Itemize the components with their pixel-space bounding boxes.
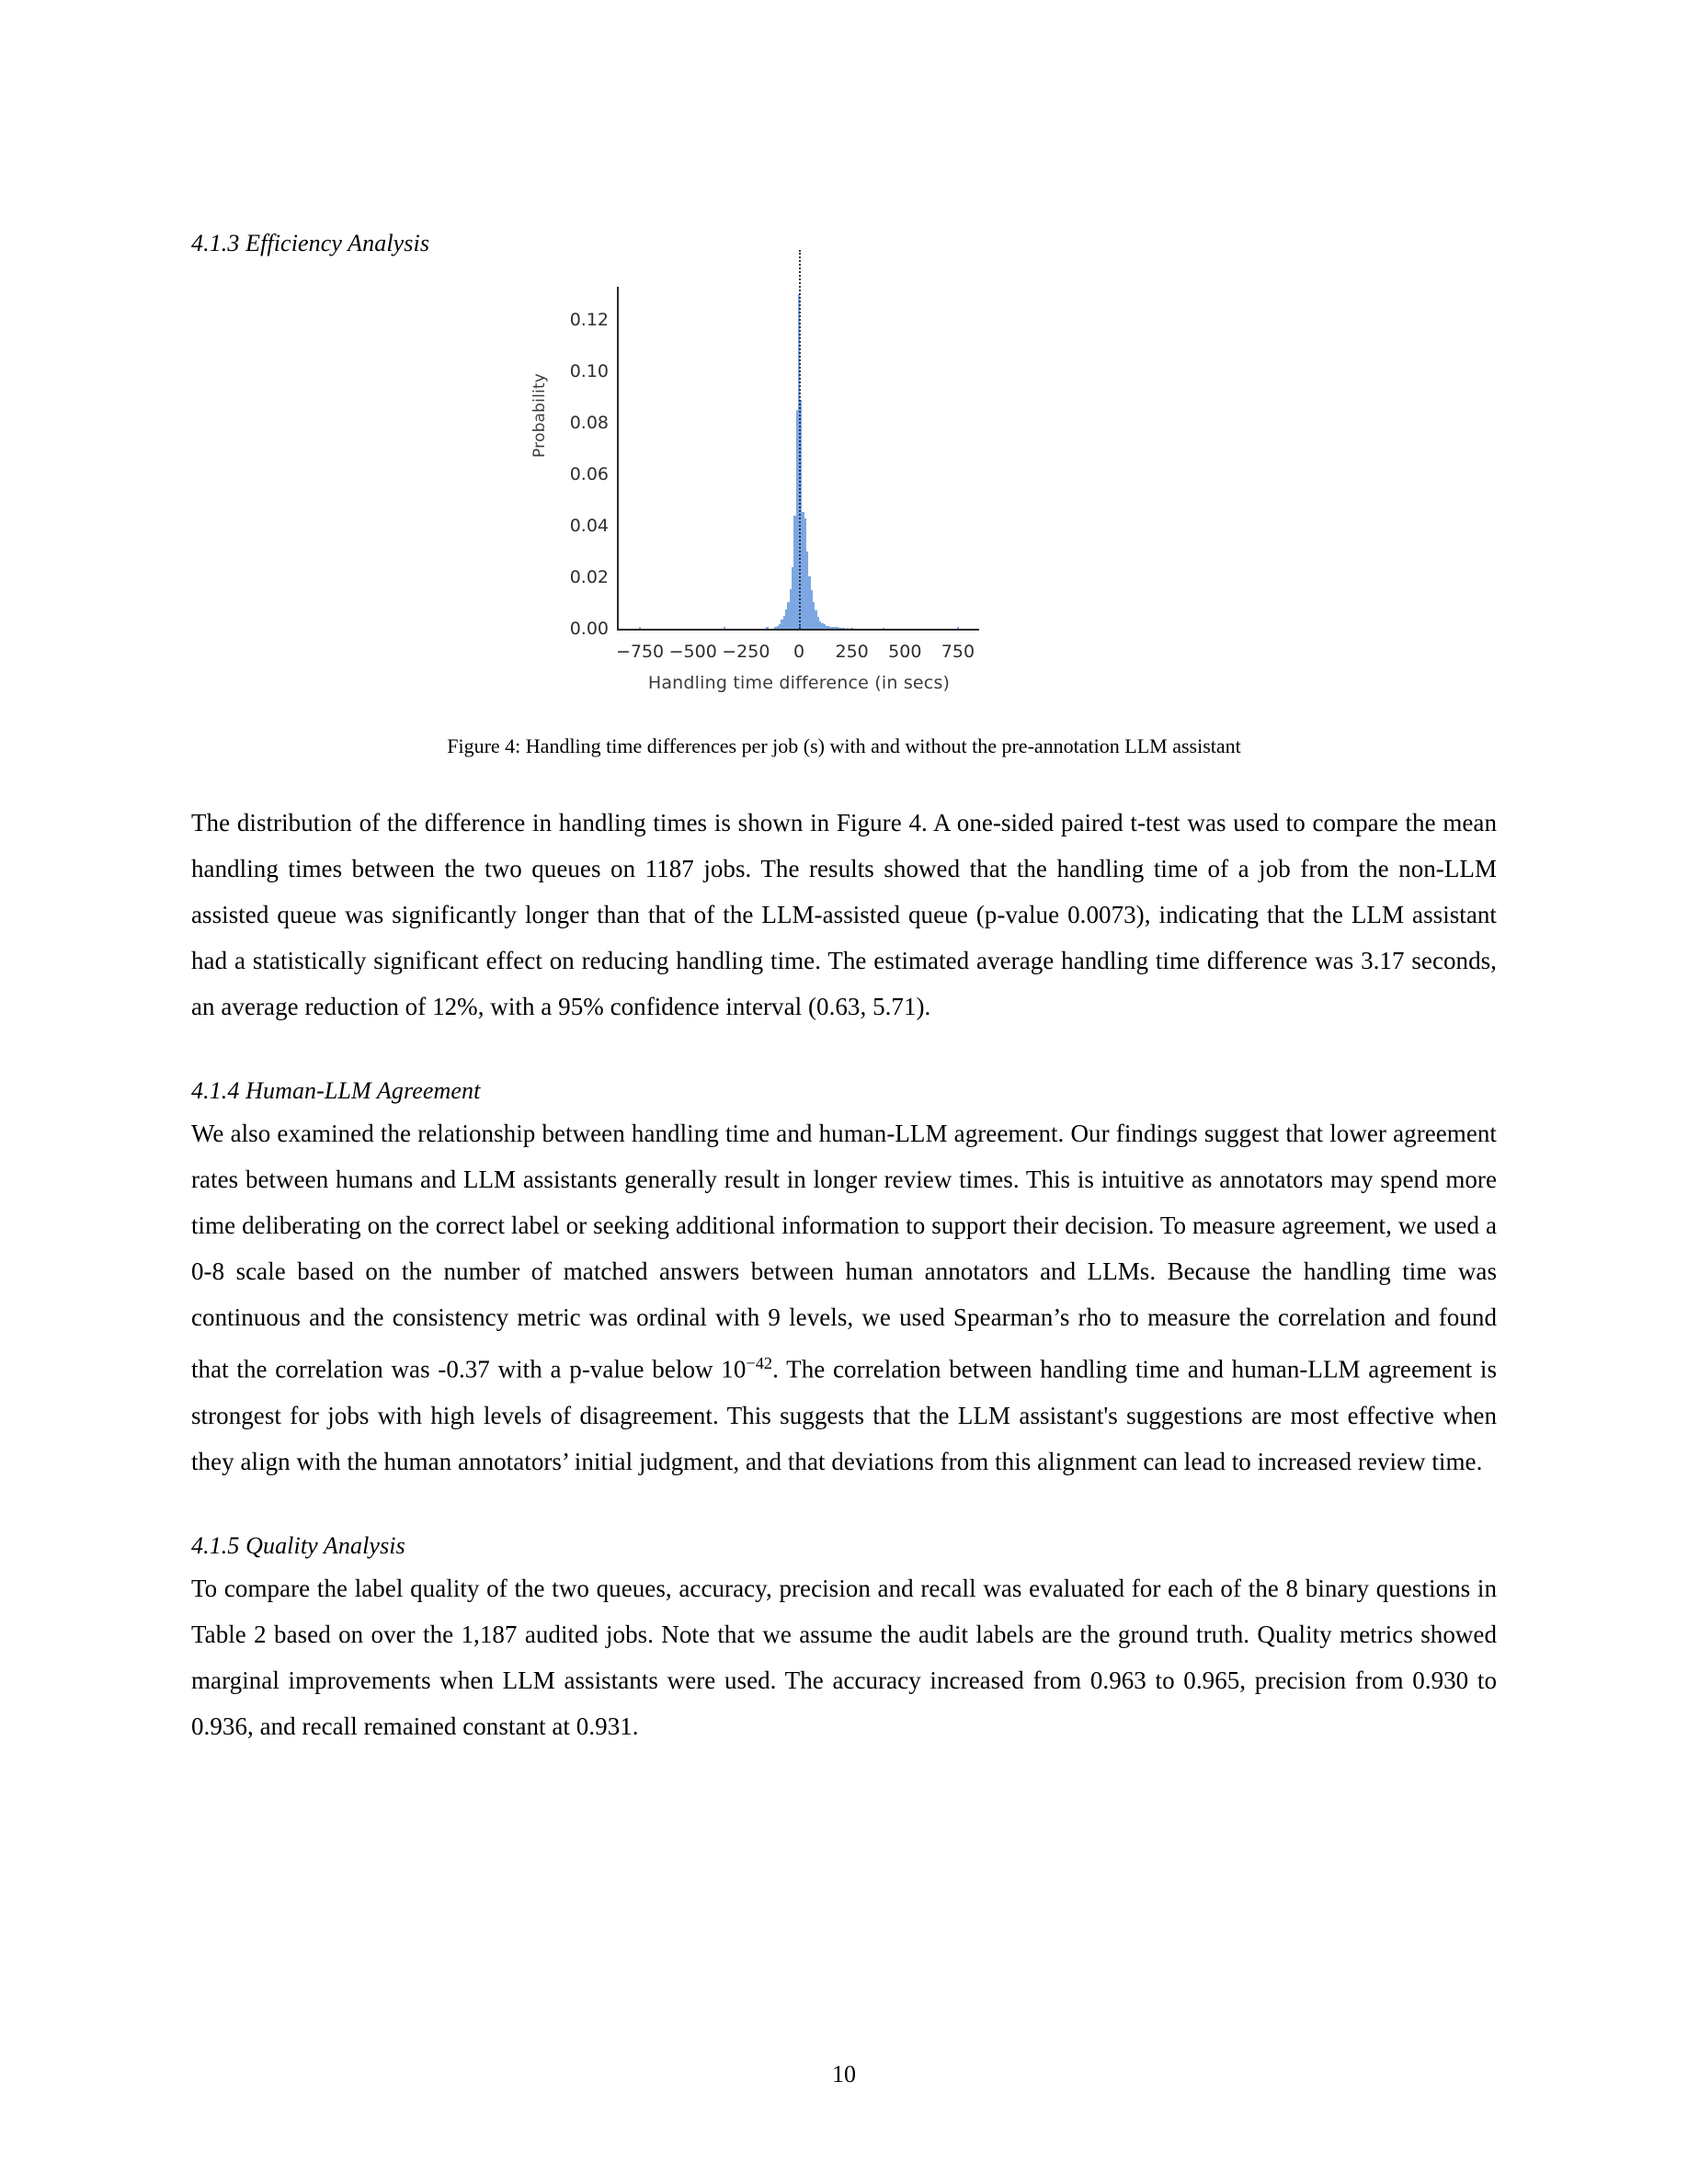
paragraph-agreement: [191, 1110, 1497, 1484]
histogram-bar: [883, 628, 884, 629]
chart-x-axis-label: Handling time difference (in secs): [647, 673, 951, 693]
paragraph-efficiency: The distribution of the difference in handling times is shown in Figure 4. A one-sided paired t-test was used to compare the mean handling times between the two queues on 1187 jobs. The results showed that the handling time of a job from the non-LLM assisted queue was significantly longer than that of the LLM-assisted queue (p-value 0.0073), indicating that the LLM assistant had a statistically significant effect on reducing handling time. The estimated average handling time difference was 3.17 seconds, an average reduction of 12%, with a 95% confidence interval (0.63, 5.71).: [191, 809, 1497, 1020]
histogram-bar: [847, 628, 849, 629]
chart-y-tick-label: 0.06: [569, 464, 609, 485]
figure-plot-area: [191, 278, 1497, 710]
chart-y-tick-label: 0.12: [569, 310, 609, 331]
chart-y-tick-label: 0.10: [569, 361, 609, 382]
histogram-bar: [842, 628, 844, 629]
chart-x-tick-label: −750: [615, 642, 665, 662]
histogram-chart: [530, 278, 987, 710]
chart-y-axis-label: Probability: [530, 372, 549, 458]
paragraph-quality: To compare the label quality of the two queues, accuracy, precision and recall was evaluated for each of the 8 binary questions in Table 2 based on over the 1,187 audited jobs. Note that we assume the audit labels are the ground truth. Quality metrics showed marginal improvements when LLM assistants were used. The accuracy increased from 0.963 to 0.965, precision from 0.930 to 0.936, and recall remained constant at 0.931.: [191, 1574, 1497, 1740]
histogram-bar: [850, 628, 852, 629]
section-heading-quality: 4.1.5 Quality Analysis: [191, 1531, 405, 1559]
histogram-bar: [766, 627, 768, 629]
chart-x-tick-label: 500: [888, 642, 922, 662]
figure-caption: Figure 4: Handling time differences per job (s) with and without the pre-annotation LLM assistant: [447, 734, 1241, 757]
chart-x-tick-label: 0: [793, 642, 805, 662]
page-number: 10: [832, 2061, 856, 2087]
chart-y-tick-label: 0.04: [569, 516, 609, 537]
chart-x-tick-label: −500: [668, 642, 717, 662]
chart-x-tick-label: 250: [835, 642, 869, 662]
paragraph-agreement-part1: We also examined the relationship between handling time and human-LLM agreement. Our findings suggest that lower agreement rates between humans and LLM assistants generally result in longer review times. This is intuitive as annotators may spend more time deliberating on the correct label or seeking additional information to support their decision. To measure agreement, we used a 0-8 scale based on the number of matched answers between human annotators and LLMs. Because the handling time was continuous and the consistency metric was ordinal with 9 levels, we used Spearman’s rho to measure the correlation and found that the correlation was -0.37 with a p-value below: [191, 1120, 1497, 1383]
chart-x-tick-label: 750: [941, 642, 975, 662]
chart-y-tick-label: 0.08: [569, 413, 609, 434]
figure-4: [191, 278, 1497, 761]
histogram-bar: [957, 627, 959, 629]
histogram-bar: [724, 627, 725, 629]
mean-reference-line: [799, 250, 801, 629]
section-heading-efficiency: 4.1.3 Efficiency Analysis: [191, 230, 430, 256]
section-heading-agreement: 4.1.4 Human-LLM Agreement: [191, 1077, 481, 1104]
chart-plot-region: [569, 287, 979, 693]
paragraph-agreement-part2: . The correlation between handling time and human-LLM agreement is strongest for jobs with high levels of disagreement. This suggests that the LLM assistant's suggestions are most effective when they align with the human annotators’ initial judgment, and that deviations from this alignment can lead to increased review time.: [191, 1355, 1498, 1475]
chart-y-tick-label: 0.02: [569, 567, 609, 588]
histogram-bar: [639, 627, 641, 629]
chart-y-tick-label: 0.00: [569, 619, 609, 639]
chart-x-tick-label: −250: [722, 642, 770, 662]
math-exponent: −42: [746, 1354, 773, 1372]
page-content: [191, 230, 1497, 1749]
math-base: 10: [721, 1355, 747, 1383]
